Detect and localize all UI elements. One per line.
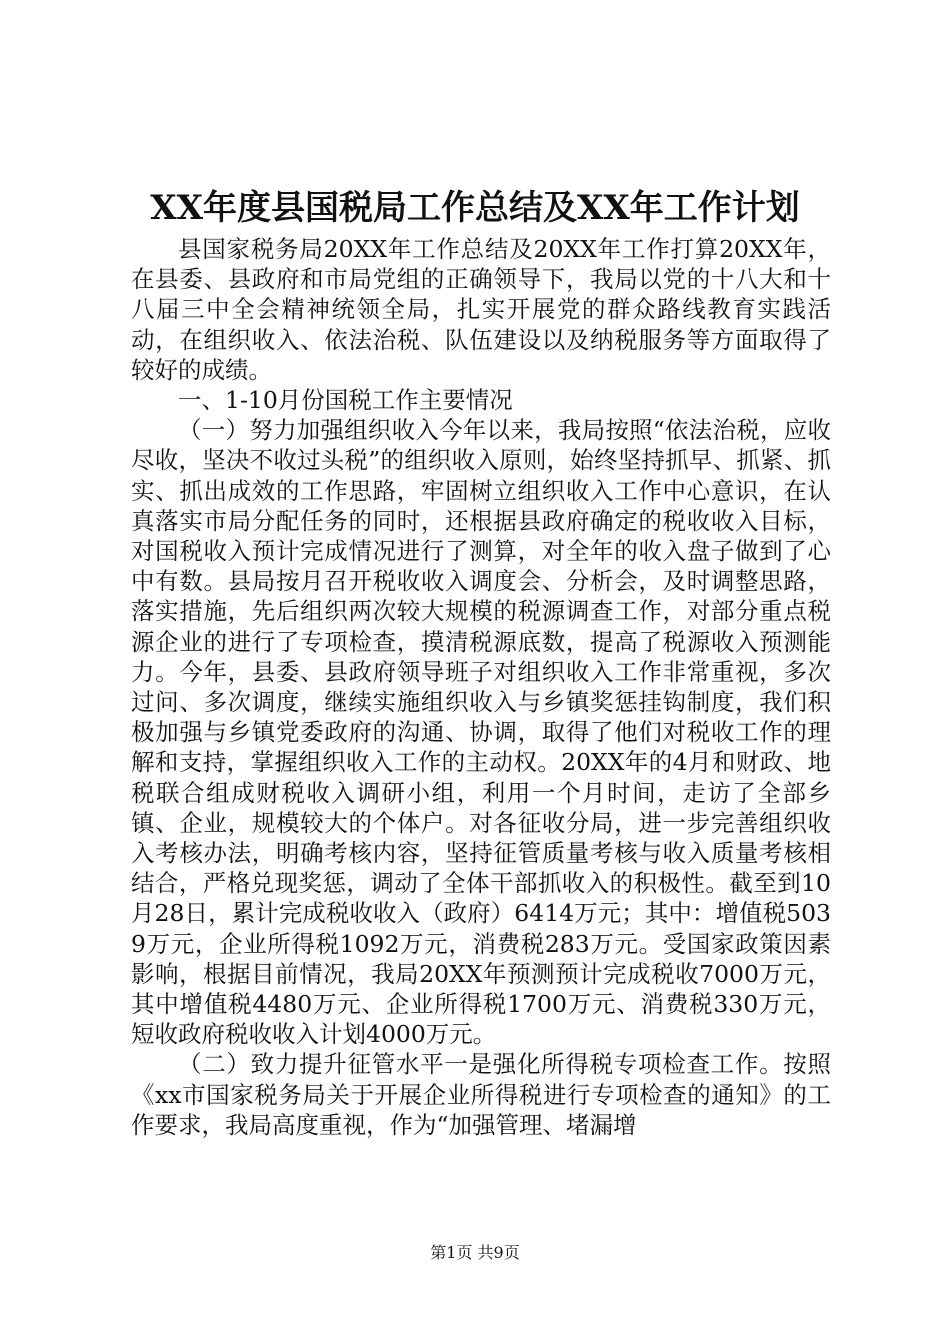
page-footer: 第1页 共9页 [430,1243,520,1262]
intro-paragraph: 县国家税务局20XX年工作总结及20XX年工作打算20XX年，在县委、县政府和市局党组的正确领导下，我局以党的十八大和十八届三中全会精神统领全局，扎实开展党的群众路线教育实践活动，在组织收入、依法治税、队伍建设以及纳税服务等方面取得了较好的成绩。 [131,235,831,384]
collection-paragraph: （二）致力提升征管水平一是强化所得税专项检查工作。按照《xx市国家税务局关于开展企业所得税进行专项检查的通知》的工作要求，我局高度重视，作为“加强管理、堵漏增 [131,1050,831,1139]
revenue-paragraph: （一）努力加强组织收入今年以来，我局按照“依法治税，应收尽收，坚决不收过头税”的组织收入原则，始终坚持抓早、抓紧、抓实、抓出成效的工作思路，牢固树立组织收入工作中心意识，在认真落实市局分配任务的同时，还根据县政府确定的税收收入目标，对国税收入预计完成情况进行了测算，对全年的收入盘子做到了心中有数。县局按月召开税收收入调度会、分析会，及时调整思路，落实措施，先后组织两次较大规模的税源调查工作，对部分重点税源企业的进行了专项检查，摸清税源底数，提高了税源收入预测能力。今年，县委、县政府领导班子对组织收入工作非常重视，多次过问、多次调度，继续实施组织收入与乡镇奖惩挂钩制度，我们积极加强与乡镇党委政府的沟通、协调，取得了他们对税收工作的理解和支持，掌握组织收入工作的主动权。20XX年的4月和财政、地税联合组成财税收入调研小组，利用一个月时间，走访了全部乡镇、企业，规模较大的个体户。对各征收分局，进一步完善组织收入考核办法，明确考核内容，坚持征管质量考核与收入质量考核相结合，严格兑现奖惩，调动了全体干部抓收入的积极性。截至到10月28日，累计完成税收收入（政府）6414万元；其中：增值税5039万元，企业所得税1092万元，消费税283万元。受国家政策因素影响，根据目前情况，我局20XX年预测预计完成税收7000万元，其中增值税4480万元、企业所得税1700万元、消费税330万元，短收政府税收收入计划4000万元。 [131,416,831,1049]
document-title: XX年度县国税局工作总结及XX年工作计划 [150,188,800,228]
document-body [131,234,831,1140]
section-heading: 一、1-10月份国税工作主要情况 [178,386,513,415]
